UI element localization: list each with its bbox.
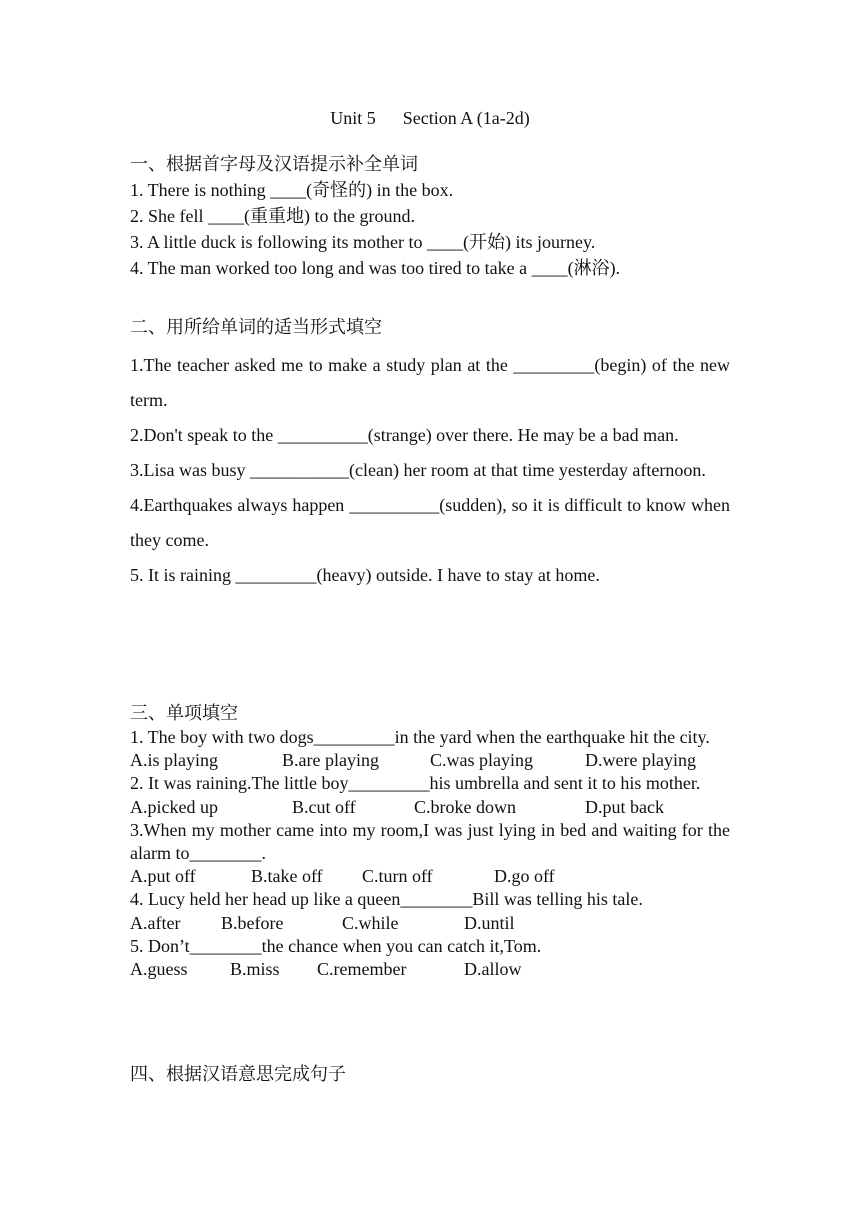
part-4-heading: 四、根据汉语意思完成句子: [130, 1064, 346, 1084]
question-options: [130, 796, 730, 819]
option-c: C.broke down: [414, 796, 516, 817]
option-d: D.put back: [585, 796, 664, 817]
question-stem: 1. The boy with two dogs_________in the yard when the earthquake hit the city.: [130, 727, 710, 747]
option-b: B.before: [221, 912, 284, 933]
question-options: [130, 865, 730, 888]
option-a: A.put off: [130, 866, 196, 887]
option-c: C.remember: [317, 958, 407, 979]
option-a: A.after: [130, 912, 181, 933]
part-1-item: 3. A little duck is following its mother to ____(开始) its journey.: [130, 232, 596, 252]
question-stem: 2. It was raining.The little boy_________his umbrella and sent it to his mother.: [130, 773, 701, 794]
question-options: [130, 958, 730, 981]
option-a: A.is playing: [130, 750, 218, 771]
part-1-item: 2. She fell ____(重重地) to the ground.: [130, 206, 415, 226]
page-title: Unit 5 Section A (1a-2d): [330, 108, 530, 128]
option-b: B.cut off: [292, 796, 356, 817]
option-c: C.turn off: [362, 866, 433, 887]
part-2-heading: 二、用所给单词的适当形式填空: [130, 317, 382, 337]
part-3-heading: 三、单项填空: [130, 703, 238, 723]
question-options: [130, 749, 730, 772]
question-stem: 4. Lucy held her head up like a queen________Bill was telling his tale.: [130, 889, 643, 910]
part-1-item: 4. The man worked too long and was too tired to take a ____(淋浴).: [130, 258, 621, 278]
question-stem: 3.When my mother came into my room,I was just lying in bed and waiting for the alarm to________.: [130, 819, 730, 863]
question-stem: 5. Don’t________the chance when you can catch it,Tom.: [130, 935, 542, 956]
part-3: [130, 700, 730, 981]
option-c: C.was playing: [430, 750, 533, 771]
option-b: B.are playing: [282, 750, 379, 771]
option-d: D.go off: [494, 866, 555, 887]
option-b: B.miss: [230, 958, 280, 979]
option-b: B.take off: [251, 866, 323, 887]
part-2-item: 4.Earthquakes always happen __________(sudden), so it is difficult to know when they come.: [130, 495, 730, 550]
part-4: [130, 1061, 730, 1087]
part-1-heading: 一、根据首字母及汉语提示补全单词: [130, 154, 418, 174]
part-2-item: 3.Lisa was busy ___________(clean) her room at that time yesterday afternoon.: [130, 460, 706, 480]
part-2-item: 2.Don't speak to the __________(strange) over there. He may be a bad man.: [130, 425, 679, 445]
option-a: A.picked up: [130, 796, 218, 817]
option-d: D.were playing: [585, 750, 696, 771]
part-2-item: 5. It is raining _________(heavy) outside. I have to stay at home.: [130, 565, 600, 585]
option-a: A.guess: [130, 958, 188, 979]
question-options: [130, 912, 730, 935]
part-1-item: 1. There is nothing ____(奇怪的) in the box.: [130, 180, 454, 200]
option-d: D.until: [464, 912, 515, 933]
part-2: [130, 314, 730, 593]
option-d: D.allow: [464, 958, 522, 979]
part-2-item: 1.The teacher asked me to make a study plan at the _________(begin) of the new term.: [130, 355, 730, 410]
part-1: [130, 151, 730, 281]
option-c: C.while: [342, 912, 399, 933]
